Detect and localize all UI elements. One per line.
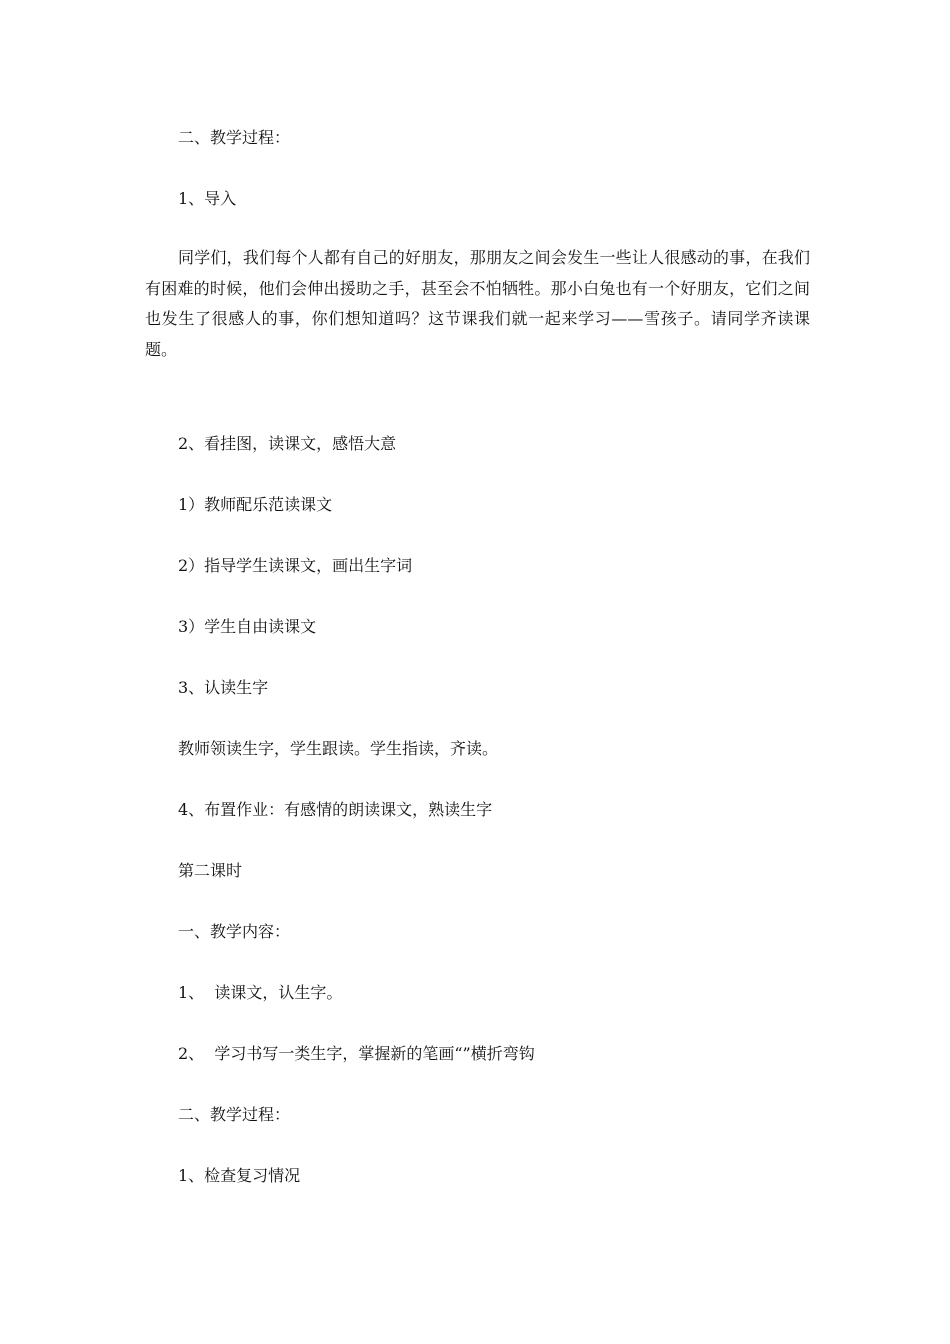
content-item-1: 1、 读课文，认生字。 [178, 983, 343, 1002]
step-2-picture-reading: 2、看挂图，读课文，感悟大意 [178, 434, 397, 453]
heading-teaching-process: 二、教学过程： [178, 128, 291, 147]
process-item-1-review: 1、检查复习情况 [178, 1166, 301, 1185]
content-item-2: 2、 学习书写一类生字，掌握新的笔画“”横折弯钩 [178, 1044, 535, 1063]
recognize-characters-detail: 教师领读生字，学生跟读。学生指读，齐读。 [178, 739, 499, 758]
step-1-intro: 1、导入 [178, 189, 237, 208]
substep-2-guided-reading: 2）指导学生读课文，画出生字词 [178, 556, 413, 575]
intro-paragraph: 同学们，我们每个人都有自己的好朋友，那朋友之间会发生一些让人很感动的事，在我们有困难的时候，他们会伸出援助之手，甚至会不怕牺牲。那小白兔也有一个好朋友，它们之间也发生了很感人的事，你们想知道吗？这节课我们就一起来学习——雪孩子。请同学齐读课题。 [145, 248, 810, 359]
substep-1-teacher-reading: 1）教师配乐范读课文 [178, 495, 333, 514]
heading-teaching-process-2: 二、教学过程： [178, 1105, 291, 1124]
second-lesson-title: 第二课时 [178, 861, 243, 880]
heading-teaching-content: 一、教学内容： [178, 922, 291, 941]
step-4-homework: 4、布置作业：有感情的朗读课文，熟读生字 [178, 800, 493, 819]
substep-3-free-reading: 3）学生自由读课文 [178, 617, 317, 636]
step-3-recognize-characters: 3、认读生字 [178, 678, 269, 697]
